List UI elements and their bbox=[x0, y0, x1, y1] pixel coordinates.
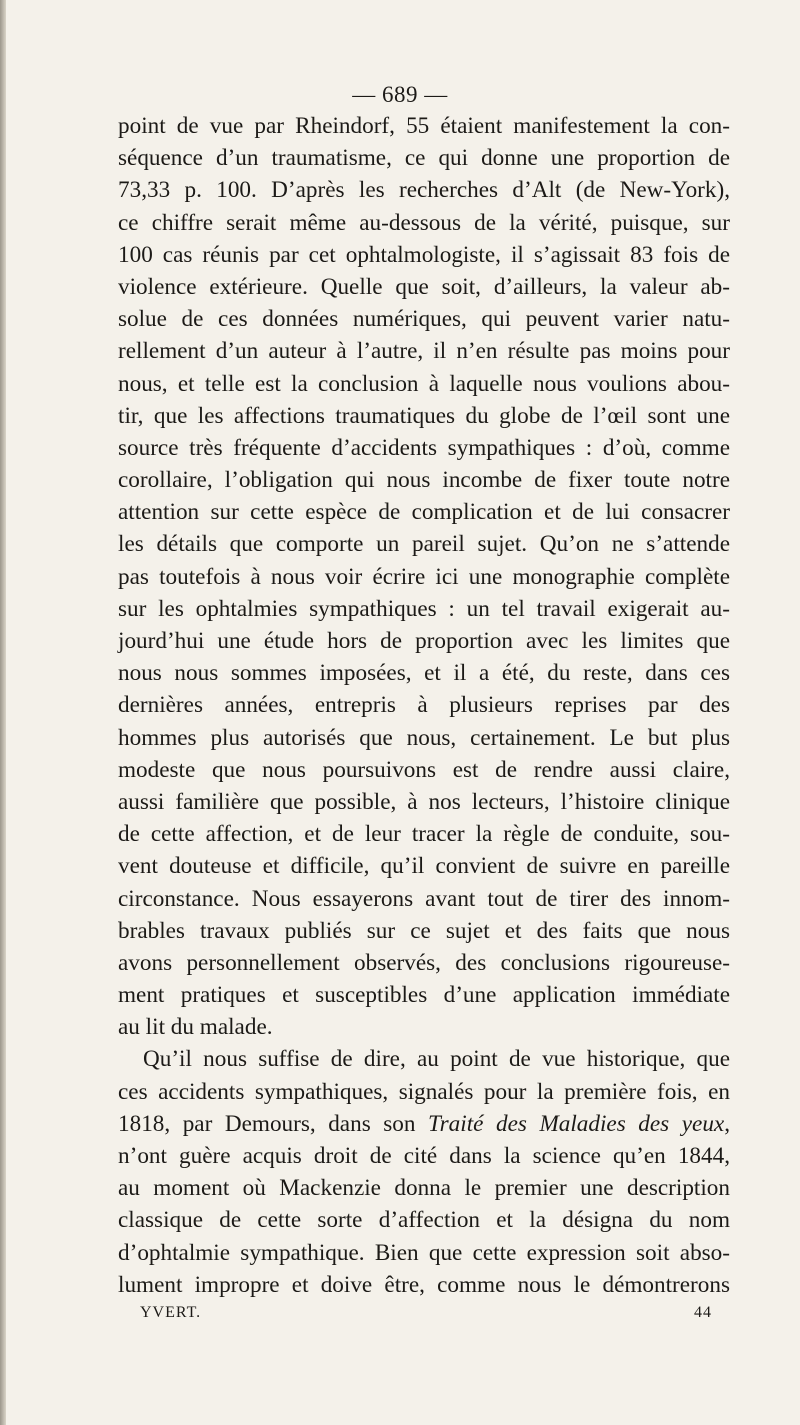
text-line: brables travaux publiés sur ce sujet et des faits que nous bbox=[118, 917, 730, 944]
text-segment: 1818, par Demours, dans son bbox=[118, 1110, 429, 1137]
text-line: modeste que nous poursuivons est de rendre aussi claire, bbox=[118, 756, 730, 783]
text-line: ces accidents sympathiques, signalés pour la première fois, en bbox=[118, 1078, 730, 1105]
text-line: n’ont guère acquis droit de cité dans la science qu’en 1844, bbox=[118, 1143, 730, 1169]
text-line: violence extérieure. Quelle que soit, d’ailleurs, la valeur ab- bbox=[118, 273, 730, 300]
page-edge-shadow bbox=[0, 0, 6, 1425]
book-title: Traité des Maladies des yeux bbox=[428, 1110, 725, 1137]
text-line: classique de cette sorte d’affection et la désigna du nom bbox=[118, 1207, 730, 1234]
text-line: les détails que comporte un pareil sujet. Qu’on ne s’attende bbox=[118, 531, 730, 558]
text-line: source très fréquente d’accidents sympathiques : d’où, comme bbox=[118, 434, 730, 461]
text-line: avons personnellement observés, des conclusions rigoureuse- bbox=[118, 949, 730, 976]
text-line: au lit du malade. bbox=[118, 1014, 273, 1041]
text-line: ce chiffre serait même au-dessous de la vérité, puisque, sur bbox=[118, 209, 730, 236]
body-text bbox=[118, 110, 730, 1325]
text-line: 100 cas réunis par cet ophtalmologiste, il s’agissait 83 fois de bbox=[118, 241, 730, 268]
signature-author: YVERT. bbox=[140, 1303, 202, 1321]
text-line: séquence d’un traumatisme, ce qui donne une proportion de bbox=[118, 145, 730, 172]
text-line: rellement d’un auteur à l’autre, il n’en résulte pas moins pour bbox=[118, 338, 730, 365]
text-line: pas toutefois à nous voir écrire ici une monographie complète bbox=[118, 563, 730, 590]
text-line: sur les ophtalmies sympathiques : un tel travail exigerait au- bbox=[118, 595, 730, 622]
text-line: aussi familière que possible, à nos lecteurs, l’histoire clinique bbox=[118, 788, 730, 815]
text-line: d’ophtalmie sympathique. Bien que cette expression soit abso- bbox=[118, 1239, 730, 1266]
text-line: attention sur cette espèce de complication et de lui consacrer bbox=[118, 499, 730, 526]
text-line: tir, que les affections traumatiques du globe de l’œil sont une bbox=[118, 402, 730, 429]
text-line: lument impropre et doive être, comme nous le démontrerons bbox=[118, 1271, 730, 1298]
text-line: jourd’hui une étude hors de proportion avec les limites que bbox=[118, 628, 730, 654]
signature-sheet-number: 44 bbox=[694, 1303, 712, 1321]
text-line: solue de ces données numériques, qui peuvent varier natu- bbox=[118, 306, 730, 333]
text-line: nous, et telle est la conclusion à laquelle nous voulions abou- bbox=[118, 370, 730, 397]
text-line: vent douteuse et difficile, qu’il convient de suivre en pareille bbox=[118, 853, 730, 880]
text-line: ment pratiques et susceptibles d’une application immédiate bbox=[118, 982, 730, 1009]
text-line: Qu’il nous suffise de dire, au point de vue historique, que bbox=[143, 1046, 730, 1073]
text-line: nous nous sommes imposées, et il a été, du reste, dans ces bbox=[118, 660, 730, 687]
text-line-with-title bbox=[118, 1108, 730, 1140]
text-line: dernières années, entrepris à plusieurs reprises par des bbox=[118, 692, 730, 719]
text-line: circonstance. Nous essayerons avant tout de tirer des innom- bbox=[118, 885, 730, 912]
text-line: 73,33 p. 100. D’après les recherches d’Alt (de New-York), bbox=[118, 177, 730, 204]
text-line: de cette affection, et de leur tracer la règle de conduite, sou- bbox=[118, 821, 730, 848]
text-line: corollaire, l’obligation qui nous incombe de fixer toute notre bbox=[118, 467, 730, 494]
signature-line bbox=[118, 1301, 730, 1325]
page-number: — 689 — bbox=[352, 82, 448, 107]
text-line: point de vue par Rheindorf, 55 étaient manifestement la con- bbox=[118, 113, 730, 139]
text-line: hommes plus autorisés que nous, certainement. Le but plus bbox=[118, 724, 730, 751]
text-line: au moment où Mackenzie donna le premier une description bbox=[118, 1175, 730, 1202]
text-segment: , bbox=[724, 1110, 731, 1137]
